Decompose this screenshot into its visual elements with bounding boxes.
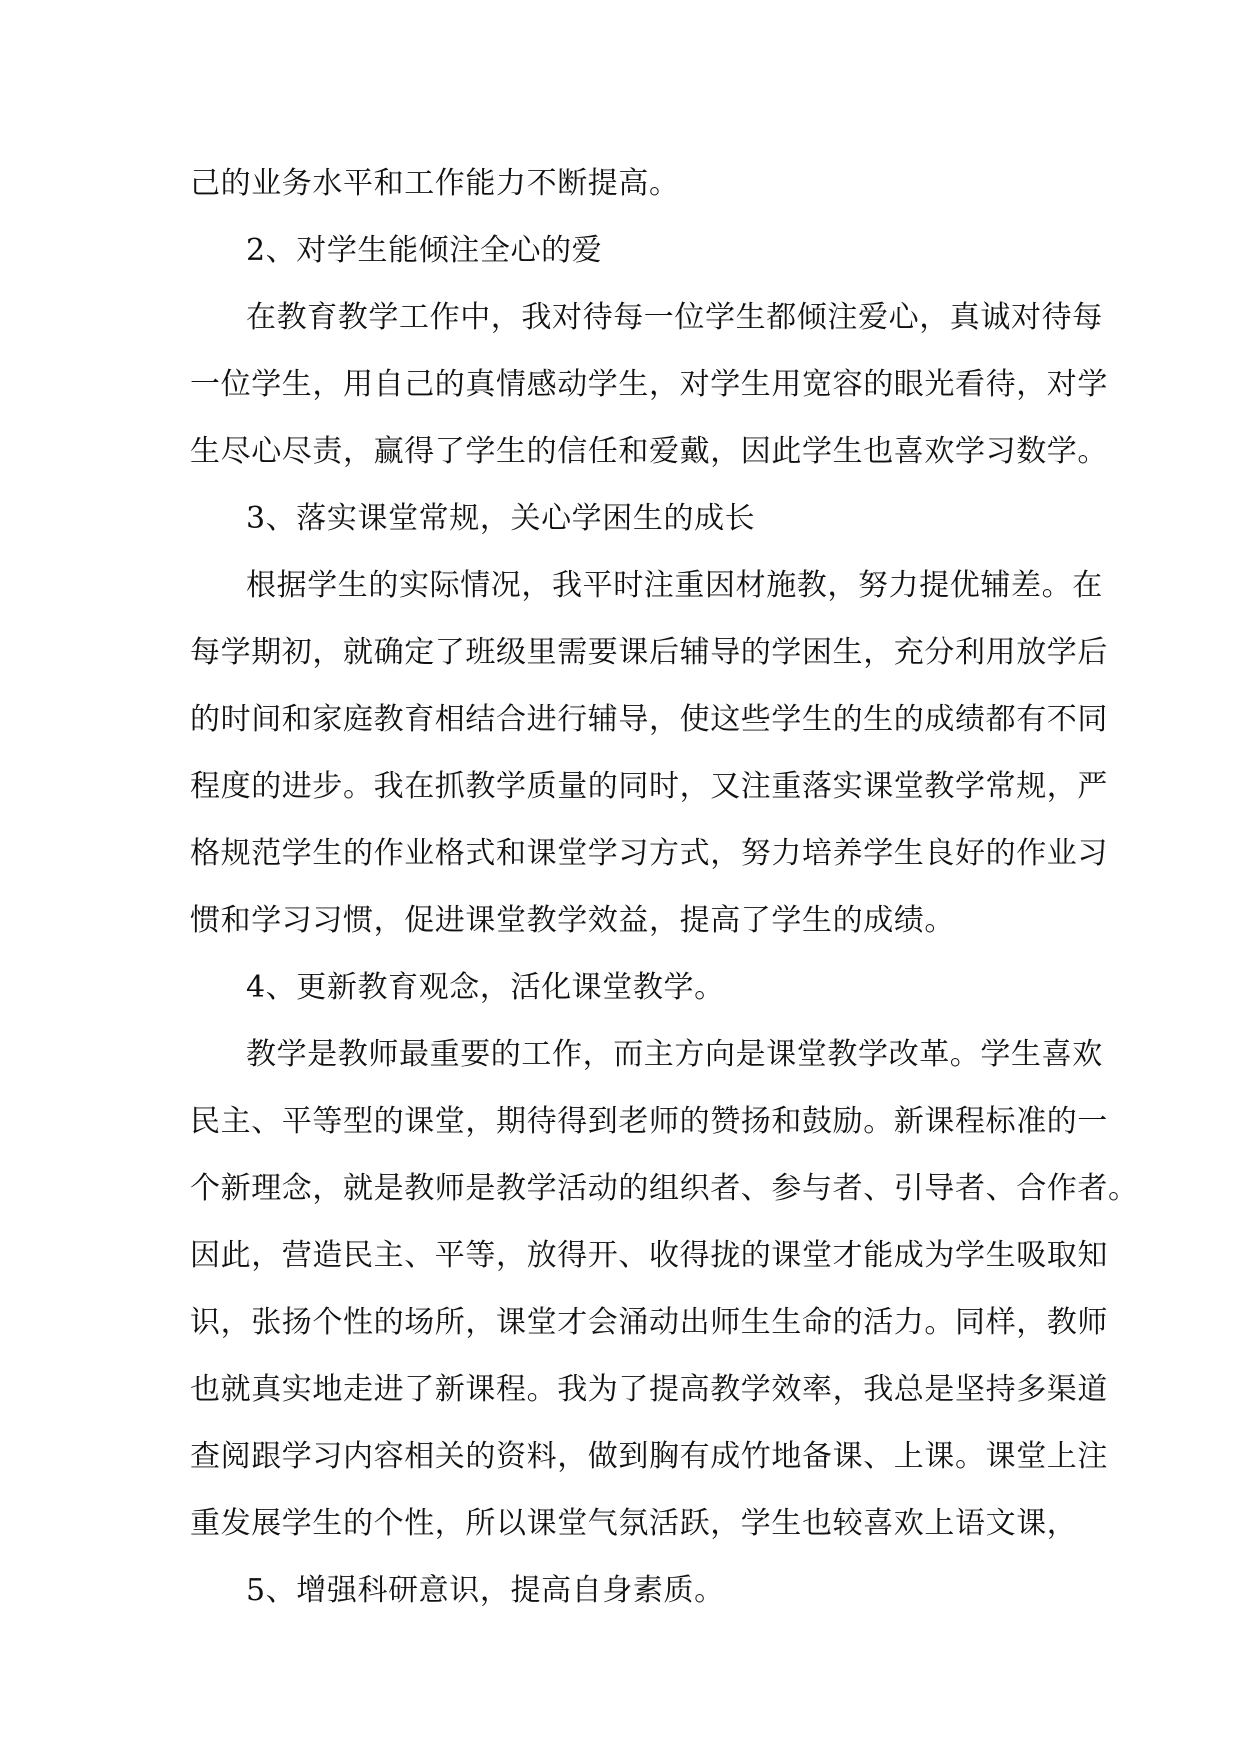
paragraph-line: 一位学生，用自己的真情感动学生，对学生用宽容的眼光看待，对学 bbox=[190, 367, 1108, 402]
paragraph-line: 的时间和家庭教育相结合进行辅导，使这些学生的生的成绩都有不同 bbox=[190, 702, 1108, 737]
document-body bbox=[190, 150, 1139, 1624]
section-heading-5: 5、增强科研意识，提高自身素质。 bbox=[246, 1573, 725, 1608]
paragraph-line: 识，张扬个性的场所，课堂才会涌动出师生生命的活力。同样，教师 bbox=[190, 1305, 1108, 1340]
paragraph-line: 教学是教师最重要的工作，而主方向是课堂教学改革。学生喜欢 bbox=[246, 1037, 1103, 1072]
paragraph-line: 重发展学生的个性，所以课堂气氛活跃，学生也较喜欢上语文课， bbox=[190, 1506, 1078, 1541]
paragraph-line: 己的业务水平和工作能力不断提高。 bbox=[190, 166, 680, 201]
section-heading-4: 4、更新教育观念，活化课堂教学。 bbox=[246, 970, 725, 1005]
paragraph-line: 惯和学习习惯，促进课堂教学效益，提高了学生的成绩。 bbox=[190, 903, 955, 938]
paragraph-line: 个新理念，就是教师是教学活动的组织者、参与者、引导者、合作者。 bbox=[190, 1171, 1139, 1206]
paragraph-line: 格规范学生的作业格式和课堂学习方式，努力培养学生良好的作业习 bbox=[190, 836, 1108, 871]
paragraph-line: 在教育教学工作中，我对待每一位学生都倾注爱心，真诚对待每 bbox=[246, 300, 1103, 335]
paragraph-line: 每学期初，就确定了班级里需要课后辅导的学困生，充分利用放学后 bbox=[190, 635, 1108, 670]
paragraph-line: 也就真实地走进了新课程。我为了提高教学效率，我总是坚持多渠道 bbox=[190, 1372, 1108, 1407]
paragraph-line: 因此，营造民主、平等，放得开、收得拢的课堂才能成为学生吸取知 bbox=[190, 1238, 1108, 1273]
section-heading-2: 2、对学生能倾注全心的爱 bbox=[246, 233, 603, 268]
paragraph-line: 根据学生的实际情况，我平时注重因材施教，努力提优辅差。在 bbox=[246, 568, 1103, 603]
paragraph-line: 程度的进步。我在抓教学质量的同时，又注重落实课堂教学常规，严 bbox=[190, 769, 1108, 804]
section-heading-3: 3、落实课堂常规，关心学困生的成长 bbox=[246, 501, 756, 536]
paragraph-line: 生尽心尽责，赢得了学生的信任和爱戴，因此学生也喜欢学习数学。 bbox=[190, 434, 1108, 469]
paragraph-line: 查阅跟学习内容相关的资料，做到胸有成竹地备课、上课。课堂上注 bbox=[190, 1439, 1108, 1474]
paragraph-line: 民主、平等型的课堂，期待得到老师的赞扬和鼓励。新课程标准的一 bbox=[190, 1104, 1108, 1139]
